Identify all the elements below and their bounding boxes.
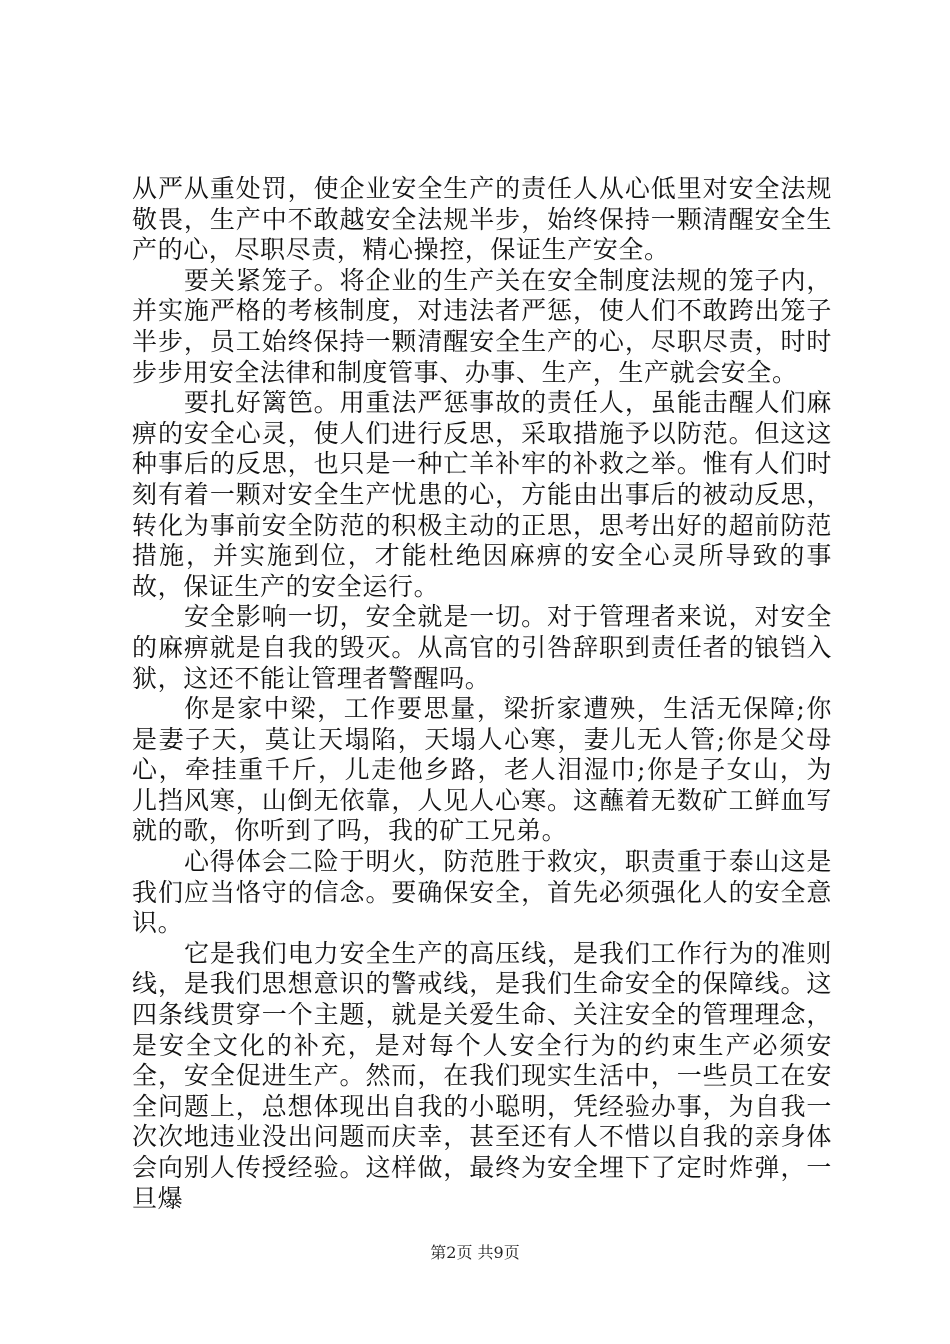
paragraph-safety-everything: 安全影响一切，安全就是一切。对于管理者来说，对安全的麻痹就是自我的毁灭。从高官的引咎辞职到责任者的锒铛入狱，这还不能让管理者警醒吗。 — [132, 602, 832, 693]
paragraph-experience-two: 心得体会二险于明火，防范胜于救灾，职责重于泰山这是我们应当恪守的信念。要确保安全，首先必须强化人的安全意识。 — [132, 847, 832, 938]
paragraph-fence: 要扎好篱笆。用重法严惩事故的责任人，虽能击醒人们麻痹的安全心灵，使人们进行反思，采取措施予以防范。但这这种事后的反思，也只是一种亡羊补牢的补救之举。惟有人们时刻有着一颗对安全生产忧患的心，方能由出事后的被动反思，转化为事前安全防范的积极主动的正思，思考出好的超前防范措施，并实施到位，才能杜绝因麻痹的安全心灵所导致的事故，保证生产的安全运行。 — [132, 388, 832, 601]
paragraph-continued: 从严从重处罚，使企业安全生产的责任人从心低里对安全法规敬畏，生产中不敢越安全法规半步，始终保持一颗清醒安全生产的心，尽职尽责，精心操控，保证生产安全。 — [132, 174, 832, 265]
paragraph-four-lines: 它是我们电力安全生产的高压线，是我们工作行为的准则线，是我们思想意识的警戒线，是我们生命安全的保障线。这四条线贯穿一个主题，就是关爱生命、关注安全的管理理念，是安全文化的补充，是对每个人安全行为的约束生产必须安全，安全促进生产。然而，在我们现实生活中，一些员工在安全问题上，总想体现出自我的小聪明，凭经验办事，为自我一次次地违业没出问题而庆幸，甚至还有人不惜以自我的亲身体会向别人传授经验。这样做，最终为安全埋下了定时炸弹，一旦爆 — [132, 938, 832, 1213]
page-number: 第2页 共9页 — [430, 1243, 520, 1262]
paragraph-miner-song: 你是家中梁，工作要思量，梁折家遭殃，生活无保障;你是妻子天，莫让天塌陷，天塌人心寒，妻儿无人管;你是父母心，牵挂重千斤，儿走他乡路，老人泪湿巾;你是子女山，为儿挡风寒，山倒无依靠，人见人心寒。这蘸着无数矿工鲜血写就的歌，你听到了吗，我的矿工兄弟。 — [132, 694, 832, 846]
page-footer — [0, 1240, 950, 1263]
document-body — [132, 174, 832, 1214]
paragraph-cage: 要关紧笼子。将企业的生产关在安全制度法规的笼子内，并实施严格的考核制度，对违法者严惩，使人们不敢跨出笼子半步，员工始终保持一颗清醒安全生产的心，尽职尽责，时时步步用安全法律和制度管事、办事、生产，生产就会安全。 — [132, 265, 832, 387]
